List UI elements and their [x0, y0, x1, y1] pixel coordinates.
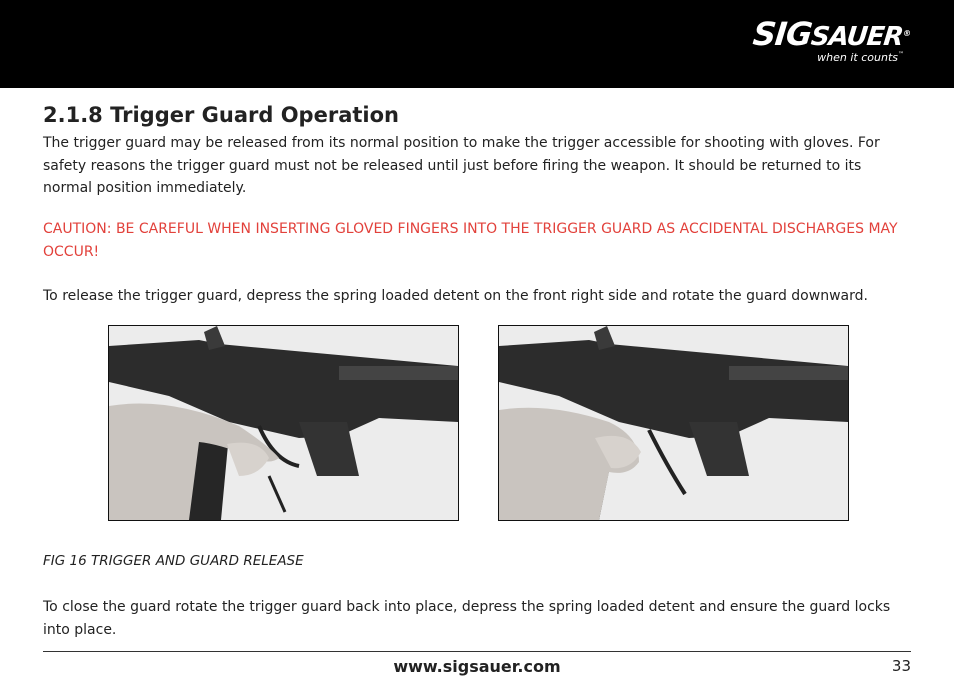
- intro-paragraph: The trigger guard may be released from its normal position to make the trigger accessible for shooting with gloves. For safety reasons the trigger guard must not be released until just before firing the weapon. It should be returned to its normal position immediately.: [43, 135, 880, 196]
- page-number: 33: [891, 657, 911, 675]
- logo-wordmark: [751, 15, 911, 53]
- footer-website-link[interactable]: www.sigsauer.com: [393, 657, 561, 676]
- logo-sauer: SAUER: [809, 22, 905, 52]
- section-title: 2.1.8 Trigger Guard Operation: [43, 103, 399, 127]
- rifle-illustration: [109, 326, 458, 520]
- page-header: [0, 0, 954, 88]
- figure-trigger-guard-released-photo: [498, 325, 849, 521]
- figure-trigger-guard-closed-photo: [108, 325, 459, 521]
- sig-sauer-logo: [751, 15, 911, 64]
- logo-registered-mark: ®: [902, 29, 911, 38]
- caution-paragraph: CAUTION: BE CAREFUL WHEN INSERTING GLOVED FINGERS INTO THE TRIGGER GUARD AS ACCIDENTAL DISCHARGES MAY OCCUR!: [43, 221, 898, 260]
- close-instructions: To close the guard rotate the trigger guard back into place, depress the spring loaded detent and ensure the guard locks into place.: [43, 599, 891, 638]
- tagline-text: when it counts: [817, 51, 898, 64]
- release-instructions: To release the trigger guard, depress the spring loaded detent on the front right side and rotate the guard downward.: [43, 288, 868, 304]
- footer-divider: [43, 651, 911, 652]
- figure-caption: FIG 16 TRIGGER AND GUARD RELEASE: [43, 553, 304, 569]
- rifle-illustration: [499, 326, 848, 520]
- tagline-trademark: ™: [898, 51, 904, 58]
- logo-sig: SIG: [751, 15, 814, 53]
